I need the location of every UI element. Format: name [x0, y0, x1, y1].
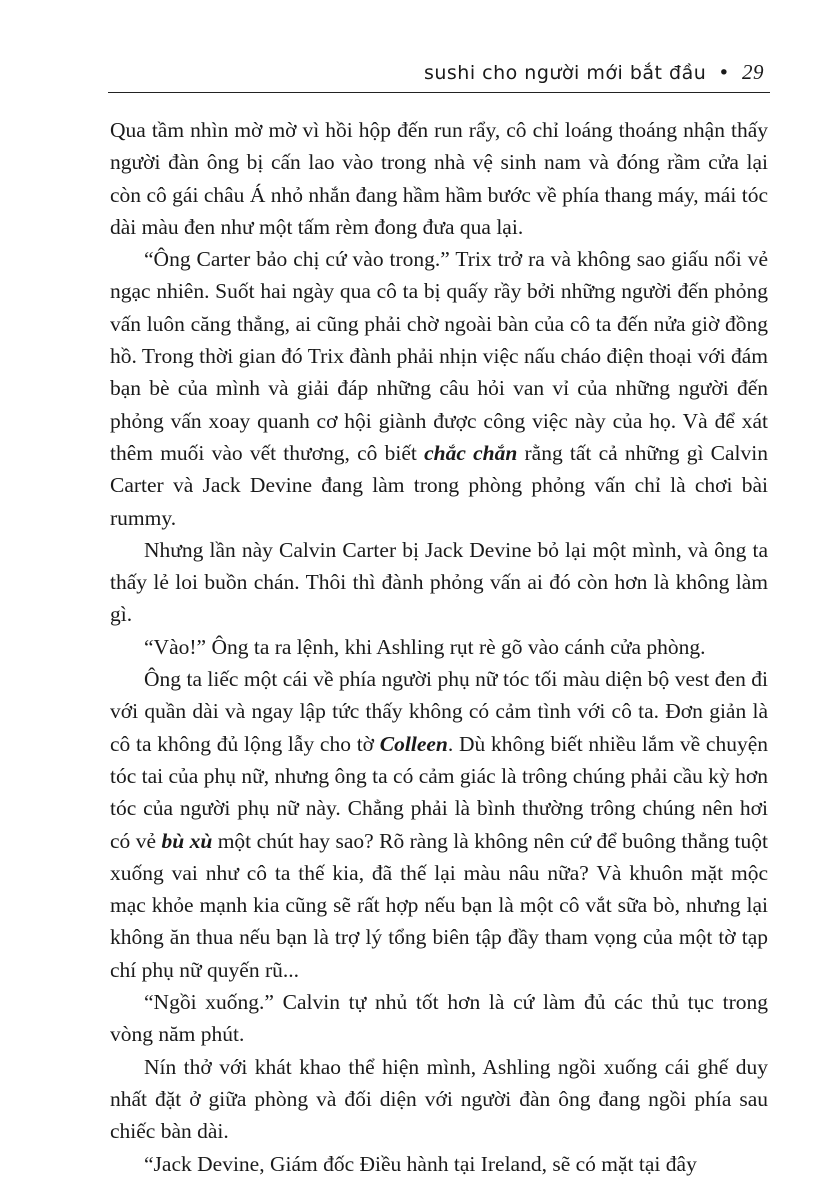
text-segment: Qua tầm nhìn mờ mờ vì hồi hộp đến run rẩy, cô chỉ loáng thoáng nhận thấy người đàn ông bị cấn lao vào trong nhà vệ sinh nam và đóng rầm cửa lại còn cô gái châu Á nhỏ nhắn đang hầm hầm bước về phía thang máy, mái tóc dài màu đen như một tấm rèm đong đưa qua lại. — [110, 118, 768, 239]
paragraph — [110, 663, 768, 986]
text-segment: rằng tất cả những gì Calvin Carter và Jack Devine đang làm trong phòng phỏng vấn chỉ là chơi bài rummy. — [110, 440, 769, 530]
emphasized-text: chắc chắn — [424, 440, 518, 465]
text-segment: một chút hay sao? Rõ ràng là không nên cứ để buông thẳng tuột xuống vai như cô ta thế kia, đã thế lại màu nâu nữa? Và khuôn mặt mộc mạc khỏe mạnh kia cũng sẽ rất hợp nếu bạn là một cô vắt sữa bò, nhưng lại không ăn thua nếu bạn là trợ lý tổng biên tập đầy tham vọng của một tờ tạp chí phụ nữ quyến rũ... — [110, 828, 768, 982]
text-segment: Nhưng lần này Calvin Carter bị Jack Devine bỏ lại một mình, và ông ta thấy lẻ loi buồn chán. Thôi thì đành phỏng vấn ai đó còn hơn là không làm gì. — [110, 537, 768, 627]
body-text — [110, 114, 768, 1180]
text-segment: “Jack Devine, Giám đốc Điều hành tại Ireland, sẽ có mặt tại đây — [144, 1151, 697, 1176]
running-header — [424, 60, 764, 85]
emphasized-text: bù xù — [161, 828, 213, 853]
text-segment: “Ngồi xuống.” Calvin tự nhủ tốt hơn là cứ làm đủ các thủ tục trong vòng năm phút. — [110, 990, 768, 1047]
header-rule — [108, 92, 770, 93]
text-segment: Nín thở với khát khao thể hiện mình, Ashling ngồi xuống cái ghế duy nhất đặt ở giữa phòng và đối diện với người đàn ông đang ngồi phía sau chiếc bàn dài. — [110, 1054, 768, 1144]
paragraph — [110, 1051, 768, 1148]
page-number: 29 — [742, 60, 764, 84]
emphasized-text: Colleen — [379, 731, 448, 756]
text-segment: “Vào!” Ông ta ra lệnh, khi Ashling rụt rè gõ vào cánh cửa phòng. — [144, 634, 706, 659]
header-separator: • — [718, 62, 730, 84]
book-title: sushi cho người mới bắt đầu — [423, 62, 707, 84]
paragraph — [110, 243, 768, 534]
text-segment: “Ông Carter bảo chị cứ vào trong.” Trix trở ra và không sao giấu nổi vẻ ngạc nhiên. Suốt hai ngày qua cô ta bị quấy rầy bởi những người đến phỏng vấn luôn căng thẳng, ai cũng phải chờ ngoài bàn của cô ta đến nửa giờ đồng hồ. Trong thời gian đó Trix đành phải nhịn việc nấu cháo điện thoại với đám bạn bè của mình và giải đáp những câu hỏi van vỉ của những người đến phỏng vấn xoay quanh cơ hội giành được công việc này của họ. Và để xát thêm muối vào vết thương, cô biết — [110, 247, 768, 465]
text-segment: Ông ta liếc một cái về phía người phụ nữ tóc tối màu diện bộ vest đen đi với quần dài và ngay lập tức thấy không có cảm tình với cô ta. Đơn giản là cô ta không đủ lộng lẫy cho tờ — [110, 667, 768, 756]
paragraph — [110, 1148, 768, 1180]
paragraph — [110, 534, 768, 631]
paragraph — [110, 631, 768, 663]
text-segment: . Dù không biết nhiều lắm về chuyện tóc tai của phụ nữ, nhưng ông ta có cảm giác là trông chúng phải cầu kỳ hơn tóc của người phụ nữ này. Chẳng phải là bình thường trông chúng nên hơi có vẻ — [110, 731, 769, 853]
paragraph — [110, 986, 768, 1051]
paragraph — [110, 114, 768, 243]
